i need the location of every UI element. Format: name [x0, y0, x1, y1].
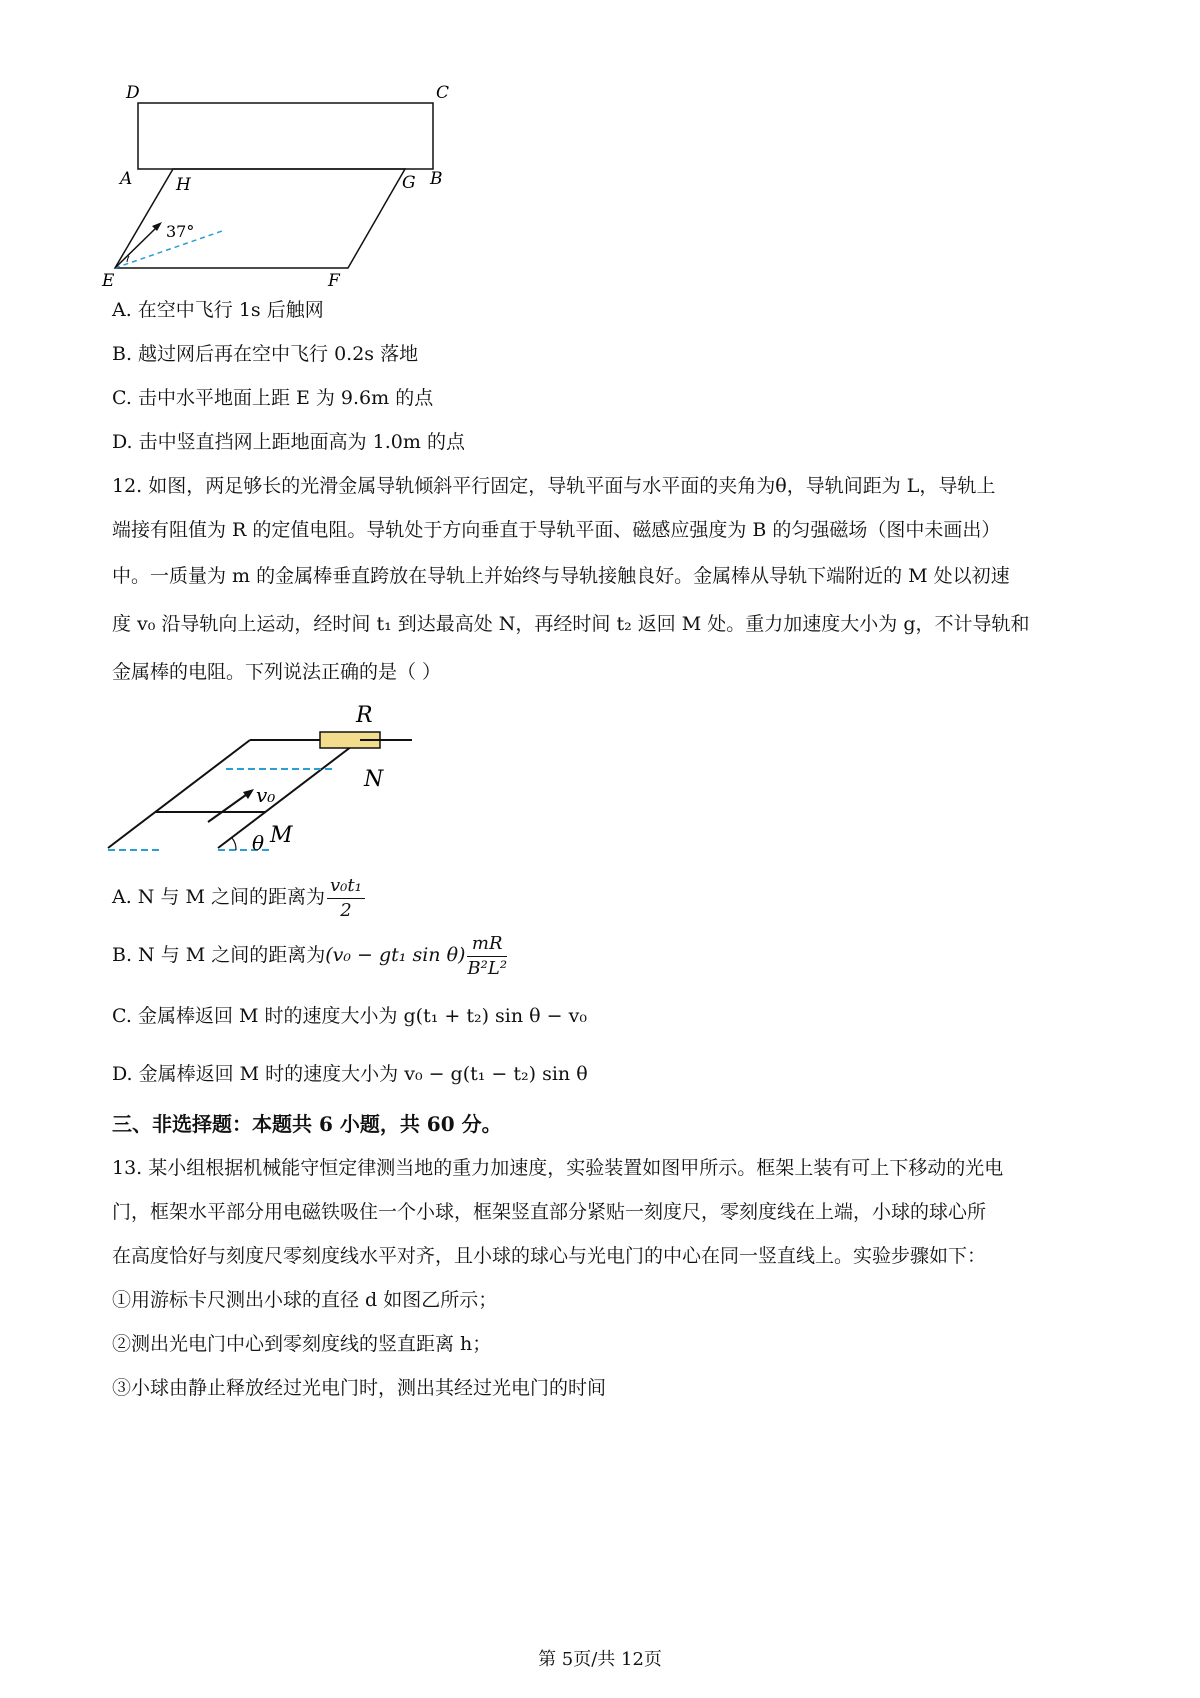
net-rectangle [138, 103, 433, 169]
page-footer: 第 5页/共 12页 [538, 1649, 662, 1670]
fraction-b-num: mR [467, 932, 507, 957]
q11-option-d: D. 击中竖直挡网上距地面高为 1.0m 的点 [112, 431, 465, 453]
label-R: R [356, 703, 373, 728]
q12-line-1: 12. 如图，两足够长的光滑金属导轨倾斜平行固定，导轨平面与水平面的夹角为θ，导轨间距为 L，导轨上 [112, 475, 996, 497]
q12-line-3: 中。一质量为 m 的金属棒垂直跨放在导轨上并始终与导轨接触良好。金属棒从导轨下端附近的 M 处以初速 [112, 565, 1010, 587]
fraction-b [467, 932, 507, 981]
q11-option-b: B. 越过网后再在空中飞行 0.2s 落地 [112, 343, 419, 365]
theta-arc [232, 838, 236, 850]
label-E: E [102, 271, 115, 290]
label-F: F [328, 271, 340, 290]
label-B: B [430, 169, 443, 189]
court-figure [100, 80, 480, 290]
rail-left [108, 740, 250, 848]
q12-option-b-prefix: B. N 与 M 之间的距离为 [112, 944, 326, 966]
label-C: C [436, 83, 450, 103]
v0-arrow-head [243, 789, 254, 799]
q12-option-a-prefix: A. N 与 M 之间的距离为 [112, 886, 325, 908]
q13-step-1: ①用游标卡尺测出小球的直径 d 如图乙所示； [112, 1289, 498, 1311]
velocity-v0 [208, 792, 250, 822]
q13-line-2: 门，框架水平部分用电磁铁吸住一个小球，框架竖直部分紧贴一刻度尺，零刻度线在上端，小球的球心所 [112, 1201, 987, 1223]
q12-option-d: D. 金属棒返回 M 时的速度大小为 v₀ − g(t₁ − t₂) sin θ [112, 1063, 588, 1085]
section-3-heading: 三、非选择题：本题共 6 小题，共 60 分。 [112, 1112, 502, 1136]
label-N: N [364, 767, 384, 792]
label-G: G [402, 173, 416, 193]
q13-line-1: 13. 某小组根据机械能守恒定律测当地的重力加速度，实验装置如图甲所示。框架上装有可上下移动的光电 [112, 1157, 1004, 1179]
q12-line-5: 金属棒的电阻。下列说法正确的是（ ） [112, 661, 442, 683]
label-M: M [270, 823, 293, 848]
q12-option-b-expr: (v₀ − gt₁ sin θ) [325, 944, 466, 966]
q12-option-c: C. 金属棒返回 M 时的速度大小为 g(t₁ + t₂) sin θ − v₀ [112, 1005, 587, 1027]
q12-option-a [112, 872, 367, 923]
label-angle: 37° [166, 222, 195, 241]
label-v0: v₀ [256, 783, 276, 807]
q11-option-c: C. 击中水平地面上距 E 为 9.6m 的点 [112, 387, 434, 409]
label-D: D [126, 83, 140, 103]
fraction-a [327, 874, 365, 923]
label-A: A [120, 169, 133, 189]
q13-step-3: ③小球由静止释放经过光电门时，测出其经过光电门的时间 [112, 1377, 607, 1399]
fraction-a-den: 2 [340, 899, 352, 921]
q12-option-b [112, 930, 509, 981]
label-H: H [176, 175, 191, 195]
q13-line-3: 在高度恰好与刻度尺零刻度线水平对齐，且小球的球心与光电门的中心在同一竖直线上。实验步骤如下： [112, 1245, 987, 1267]
q11-option-a: A. 在空中飞行 1s 后触网 [112, 299, 324, 321]
q13-step-2: ②测出光电门中心到零刻度线的竖直距离 h； [112, 1333, 492, 1355]
label-theta: θ [252, 831, 265, 855]
fraction-b-den: B²L² [467, 957, 508, 979]
rails-figure [100, 700, 440, 860]
q12-line-2: 端接有阻值为 R 的定值电阻。导轨处于方向垂直于导轨平面、磁感应强度为 B 的匀强磁场（图中未画出） [112, 519, 1001, 541]
fraction-a-num: v₀t₁ [327, 874, 365, 899]
q12-line-4: 度 v₀ 沿导轨向上运动，经时间 t₁ 到达最高处 N，再经时间 t₂ 返回 M 处。重力加速度大小为 g，不计导轨和 [112, 613, 1030, 635]
